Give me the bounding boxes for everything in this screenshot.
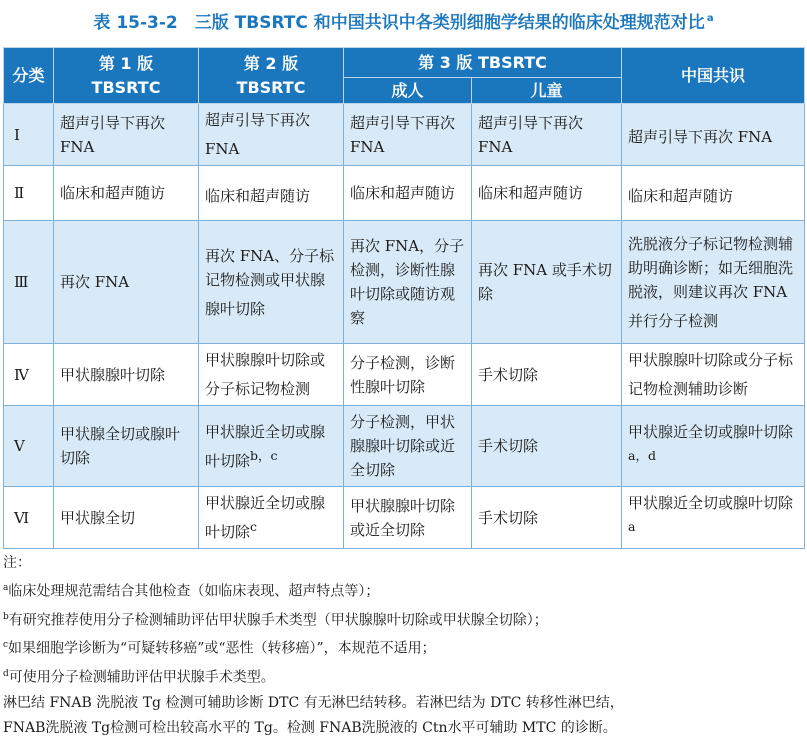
- v2-cell-text: 再次 FNA、分子标记物检测或甲状腺腺叶切除: [205, 246, 335, 318]
- v2-cell: [199, 344, 344, 406]
- note-c-mark: c: [3, 640, 9, 651]
- china-cell-text: 临床和超声随访: [628, 186, 734, 205]
- china-footnote-mark: a: [628, 519, 636, 534]
- table-title-text: 表 15-3-2 三版 TBSRTC 和中国共识中各类别细胞学结果的临床处理规范对比: [93, 13, 705, 33]
- v1-cell: 临床和超声随访: [54, 166, 199, 221]
- v3-adult-cell: 再次 FNA，分子检测，诊断性腺叶切除或随访观察: [344, 221, 472, 344]
- china-cell: [622, 221, 805, 344]
- v3-adult-cell: 分子检测，诊断性腺叶切除: [344, 344, 472, 406]
- header-v2: [199, 48, 344, 104]
- v3-adult-cell: 分子检测，甲状腺腺叶切除或近全切除: [344, 406, 472, 487]
- v2-cell-text: 临床和超声随访: [205, 186, 311, 205]
- v1-cell: 甲状腺腺叶切除: [54, 344, 199, 406]
- v2-cell: [199, 406, 344, 487]
- note-line-5: 淋巴结 FNAB 洗脱液 Tg 检测可辅助诊断 DTC 有无淋巴结转移。若淋巴结为 DTC 转移性淋巴结，: [3, 694, 624, 711]
- v3-adult-cell: 临床和超声随访: [344, 166, 472, 221]
- note-c-text: 如果细胞学诊断为“可疑转移癌”或“恶性（转移癌）”，本规范不适用；: [8, 640, 436, 657]
- header-v3-adult: 成人: [344, 78, 472, 104]
- header-v1-line1: 第 1 版: [98, 53, 154, 73]
- v3-child-cell: 再次 FNA 或手术切除: [472, 221, 622, 344]
- category-cell: Ⅰ: [4, 104, 54, 166]
- v2-cell-text: 甲状腺腺叶切除或分子标记物检测: [205, 351, 326, 398]
- china-cell: [622, 344, 805, 406]
- china-cell-text: 超声引导下再次 FNA: [628, 128, 773, 146]
- note-a-mark: a: [3, 583, 9, 593]
- note-a-text: 临床处理规范需结合其他检查（如临床表现、超声特点等）；: [8, 583, 380, 600]
- note-b-mark: b: [3, 611, 9, 622]
- v2-cell-text: 超声引导下再次 FNA: [205, 111, 311, 158]
- v3-child-cell: 手术切除: [472, 487, 622, 549]
- table-title-footnote-mark: a: [706, 13, 714, 25]
- note-d-mark: d: [3, 668, 9, 679]
- v2-cell: [199, 104, 344, 166]
- china-cell-text: 甲状腺近全切或腺叶切除: [628, 494, 794, 512]
- header-v3-child: 儿童: [472, 78, 622, 104]
- category-cell: Ⅲ: [4, 221, 54, 344]
- table-row: [4, 104, 805, 166]
- note-c: [3, 633, 803, 662]
- v2-footnote-mark: c: [250, 519, 258, 534]
- china-cell-text: 甲状腺腺叶切除或分子标记物检测辅助诊断: [628, 351, 794, 398]
- header-v1: [54, 48, 199, 104]
- note-b: [3, 605, 803, 634]
- category-cell: Ⅱ: [4, 166, 54, 221]
- table-row: [4, 166, 805, 221]
- header-v2-line1: 第 2 版: [243, 53, 299, 73]
- v1-cell: 甲状腺全切: [54, 487, 199, 549]
- category-cell: Ⅳ: [4, 344, 54, 406]
- v2-cell-text: 甲状腺近全切或腺叶切除: [205, 494, 326, 541]
- header-v1-line2: TBSRTC: [91, 77, 161, 97]
- v2-cell-text: 甲状腺近全切或腺叶切除: [205, 422, 326, 470]
- note-a: [3, 576, 803, 605]
- note-b-text: 有研究推荐使用分子检测辅助评估甲状腺手术类型（甲状腺腺叶切除或甲状腺全切除）；: [8, 612, 548, 629]
- table-notes: [3, 551, 803, 741]
- note-d-text: 可使用分子检测辅助评估甲状腺手术类型。: [8, 669, 275, 686]
- table-title: [0, 8, 807, 33]
- v2-footnote-mark: b，c: [250, 447, 278, 463]
- v3-adult-cell: 超声引导下再次 FNA: [344, 104, 472, 166]
- china-cell: [622, 406, 805, 487]
- category-cell: Ⅴ: [4, 406, 54, 487]
- china-cell-text: 洗脱液分子标记物检测辅助明确诊断；如无细胞洗脱液，则建议再次 FNA 并行分子检测: [628, 234, 794, 330]
- category-cell: Ⅵ: [4, 487, 54, 549]
- comparison-table: [3, 47, 805, 549]
- china-cell: [622, 487, 805, 549]
- v2-cell: [199, 487, 344, 549]
- table-row: [4, 406, 805, 487]
- v3-child-cell: 超声引导下再次 FNA: [472, 104, 622, 166]
- china-cell: [622, 104, 805, 166]
- v3-child-cell: 手术切除: [472, 406, 622, 487]
- v1-cell: 甲状腺全切或腺叶切除: [54, 406, 199, 487]
- notes-heading: 注：: [3, 555, 31, 571]
- v1-cell: 再次 FNA: [54, 221, 199, 344]
- table-row: [4, 221, 805, 344]
- v3-adult-cell: 甲状腺腺叶切除或近全切除: [344, 487, 472, 549]
- header-v2-line2: TBSRTC: [236, 77, 306, 97]
- china-footnote-mark: a，d: [628, 447, 656, 463]
- table-row: [4, 487, 805, 549]
- v2-cell: [199, 166, 344, 221]
- v2-cell: [199, 221, 344, 344]
- v1-cell: 超声引导下再次 FNA: [54, 104, 199, 166]
- table-row: [4, 344, 805, 406]
- note-line-6: FNAB洗脱液 Tg检测可检出较高水平的 Tg。检测 FNAB洗脱液的 Ctn水平可辅助 MTC 的诊断。: [3, 719, 617, 736]
- china-cell: [622, 166, 805, 221]
- note-d: [3, 662, 803, 691]
- v3-child-cell: 手术切除: [472, 344, 622, 406]
- v3-child-cell: 临床和超声随访: [472, 166, 622, 221]
- header-china: 中国共识: [622, 48, 805, 104]
- china-cell-text: 甲状腺近全切或腺叶切除: [628, 422, 794, 441]
- header-category: 分类: [4, 48, 54, 104]
- header-v3: 第 3 版 TBSRTC: [344, 48, 622, 78]
